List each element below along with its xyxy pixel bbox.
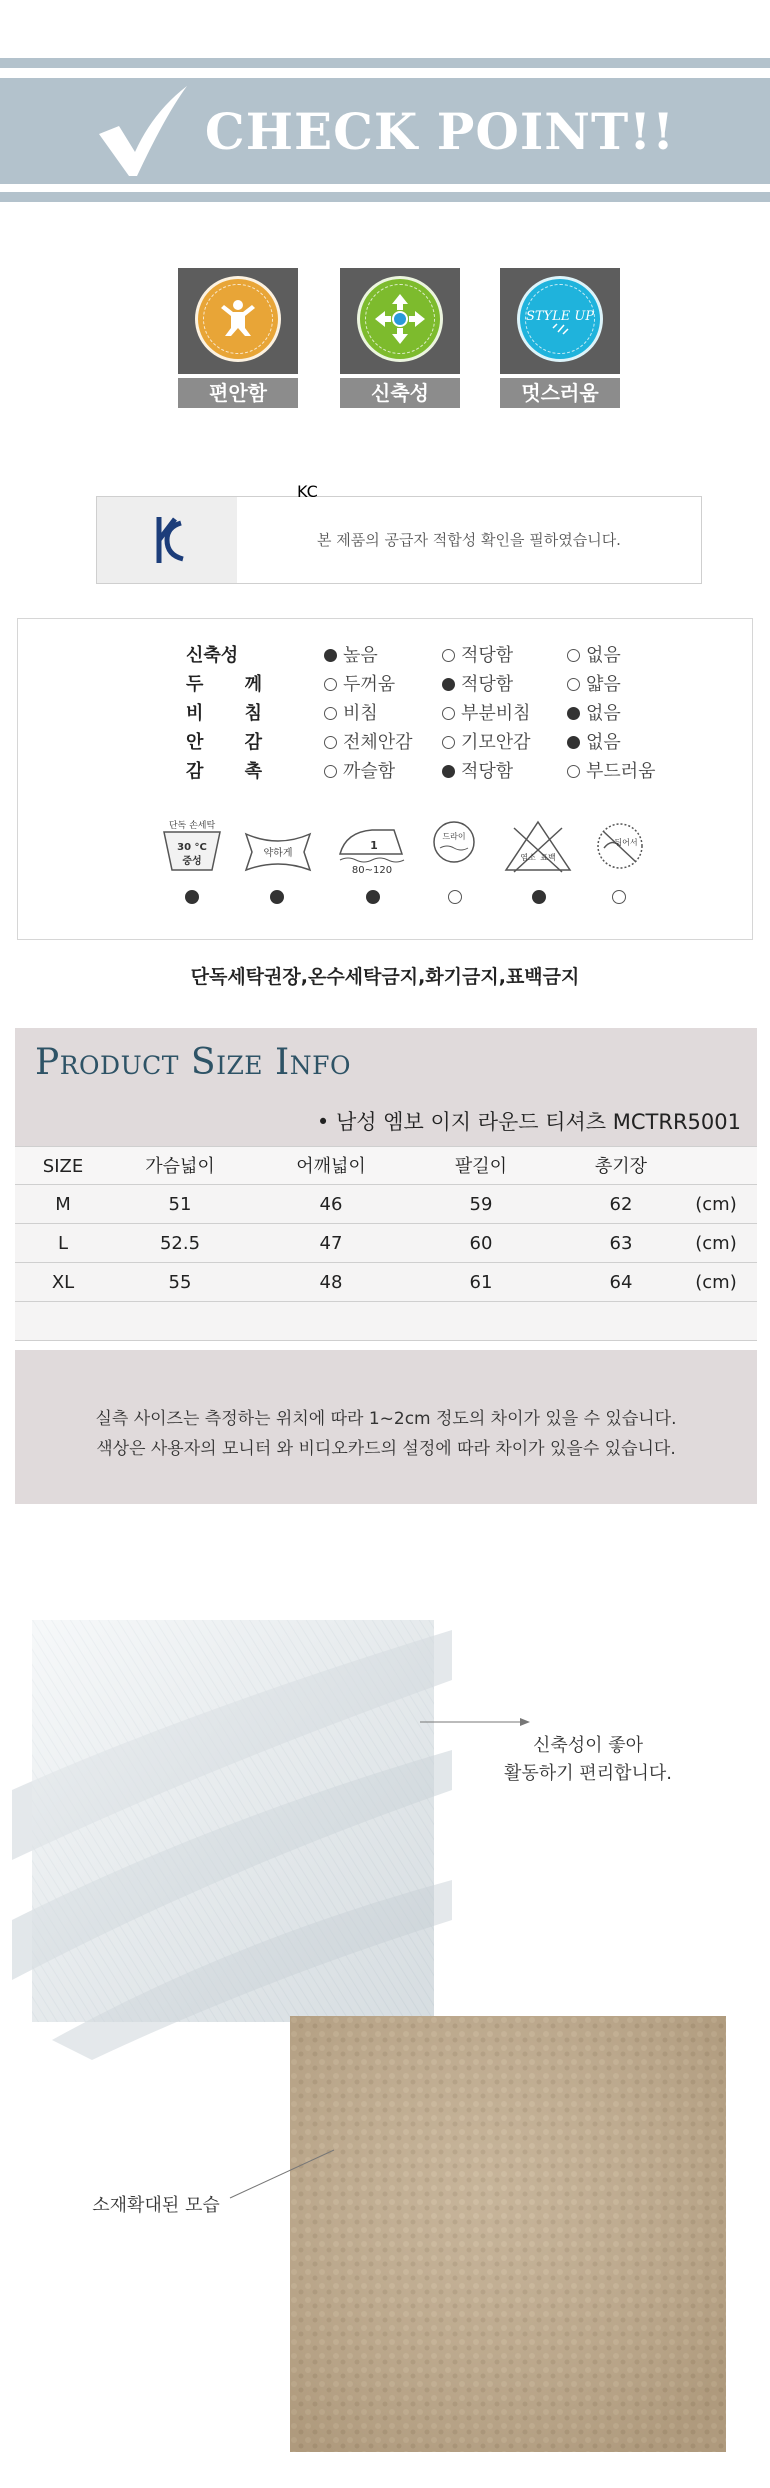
banner-top-line [0,58,770,68]
char-label: 두 께 [186,674,262,695]
style-up-icon [517,276,603,362]
unit-cell: (cm) [695,1194,737,1215]
char-option: 없음 [567,700,621,728]
size-table [15,1146,757,1350]
svg-text:드라이: 드라이 [442,832,466,841]
dry-clean-icon [416,818,492,874]
radio-dot [567,649,580,662]
size-note-line: 실측 사이즈는 측정하는 위치에 따라 1~2cm 정도의 차이가 있을 수 있습니다. [95,1409,677,1429]
care-dot-hand-wash [185,890,199,904]
value-cell: 52.5 [159,1233,201,1254]
style-up-badge-text: STYLE UP [525,309,595,324]
kc-logo-icon [97,482,318,583]
char-option: 기모안감 [442,729,531,757]
char-row-lining [18,729,754,757]
char-row-stretch [18,642,754,670]
table-row-empty [15,1302,757,1341]
char-label: 신축성 [186,645,239,666]
no-bleach-icon [500,818,576,874]
unit-cell: (cm) [695,1233,737,1254]
care-dot-gentle-wash [270,890,284,904]
svg-text:중성: 중성 [182,856,202,867]
white-fabric-caption: 신축성이 좋아 활동하기 편리합니다. [504,1735,672,1784]
radio-dot [567,736,580,749]
pointer-line-beige [226,2144,340,2204]
feature-stretch-label: 신축성 [340,374,460,408]
no-wring-icon [582,818,658,874]
value-cell: 48 [319,1272,343,1293]
care-dot-no-wring [612,890,626,904]
kc-certification-box [96,482,702,584]
feature-comfort-label: 편안함 [178,374,298,408]
beige-fabric-caption: 소재확대된 모습 [92,2195,220,2216]
value-cell: 61 [469,1272,493,1293]
unit-cell: (cm) [695,1272,737,1293]
iron-icon [334,818,410,874]
char-option: 얇음 [567,671,621,699]
checkmark-icon [95,82,191,180]
feature-stretch [340,268,460,408]
care-dot-iron [366,890,380,904]
radio-dot [567,707,580,720]
feature-comfort [178,268,298,408]
column-header: 가슴넓이 [145,1156,215,1177]
char-option: 전체안감 [324,729,413,757]
wash-instructions: 단독세탁권장,온수세탁금지,화기금지,표백금지 [190,966,580,988]
svg-text:약하게: 약하게 [263,848,293,859]
column-header: 어깨넓이 [296,1156,366,1177]
svg-text:KC: KC [297,482,318,501]
value-cell: 46 [319,1194,343,1215]
char-row-sheerness [18,700,754,728]
size-disclaimer [15,1350,757,1504]
svg-text:염소: 염소 [520,853,536,862]
radio-dot [442,649,455,662]
char-option: 비침 [324,700,378,728]
radio-dot [324,649,337,662]
svg-text:1: 1 [370,839,378,852]
char-option: 없음 [567,729,621,757]
white-fabric-closeup [32,1620,434,2022]
feature-style-label: 멋스러움 [500,374,620,408]
feature-style [500,268,620,408]
svg-text:80~120: 80~120 [351,865,393,876]
product-model-name: • 남성 엠보 이지 라운드 티셔츠 MCTRR5001 [316,1110,741,1134]
char-option: 부드러움 [567,758,656,786]
radio-dot [442,707,455,720]
hand-wash-icon [154,818,230,874]
svg-text:표백: 표백 [540,853,556,862]
size-cell: XL [51,1272,75,1293]
char-row-texture [18,758,754,786]
value-cell: 64 [609,1272,633,1293]
char-option: 적당함 [442,642,513,670]
char-label: 비 침 [186,703,262,724]
char-option: 적당함 [442,758,513,786]
kc-notice-text: 본 제품의 공급자 적합성 확인을 필하였습니다. [317,531,621,549]
care-dot-dry-clean [448,890,462,904]
svg-text:30 °C: 30 °C [177,842,207,853]
relax-person-icon [195,276,281,362]
banner-bottom-line [0,192,770,202]
svg-text:뒤어서: 뒤어서 [614,838,638,847]
value-cell: 62 [609,1194,633,1215]
char-label: 안 감 [186,732,262,753]
value-cell: 47 [319,1233,343,1254]
value-cell: 63 [609,1233,633,1254]
pointer-line-white [420,1716,532,1728]
size-table-header [15,1146,757,1185]
char-option: 두꺼움 [324,671,395,699]
value-cell: 51 [168,1194,192,1215]
beige-fabric-closeup [290,2016,726,2452]
char-option: 까슬함 [324,758,395,786]
char-option: 없음 [567,642,621,670]
radio-dot [442,765,455,778]
char-label: 감 촉 [186,761,262,782]
column-header: 팔길이 [454,1156,508,1177]
value-cell: 55 [168,1272,192,1293]
table-row [15,1185,757,1224]
radio-dot [442,736,455,749]
check-point-banner [0,78,770,184]
value-cell: 59 [469,1194,493,1215]
size-cell: M [55,1194,71,1215]
char-option: 높음 [324,642,378,670]
size-info-header [15,1028,757,1146]
svg-text:단독 손세탁: 단독 손세탁 [168,821,216,831]
radio-dot [324,765,337,778]
radio-dot [567,765,580,778]
char-row-thickness [18,671,754,699]
radio-dot [324,707,337,720]
column-header: 총기장 [594,1156,648,1177]
table-row [15,1263,757,1302]
check-point-title: CHECK POINT!! [204,101,676,161]
char-option: 적당함 [442,671,513,699]
size-note-line: 색상은 사용자의 모니터 와 비디오카드의 설정에 따라 차이가 있을수 있습니다. [96,1439,676,1459]
radio-dot [442,678,455,691]
radio-dot [324,736,337,749]
care-dot-no-bleach [532,890,546,904]
gentle-wash-icon [240,818,316,874]
char-option: 부분비침 [442,700,531,728]
column-header: SIZE [42,1156,84,1177]
size-info-title: Product Size Info [35,1042,351,1083]
radio-dot [567,678,580,691]
table-row [15,1224,757,1263]
stretch-arrows-icon [357,276,443,362]
size-cell: L [57,1233,69,1254]
fabric-characteristics-panel [17,618,753,940]
value-cell: 60 [469,1233,493,1254]
kc-logo-area [97,482,318,583]
radio-dot [324,678,337,691]
